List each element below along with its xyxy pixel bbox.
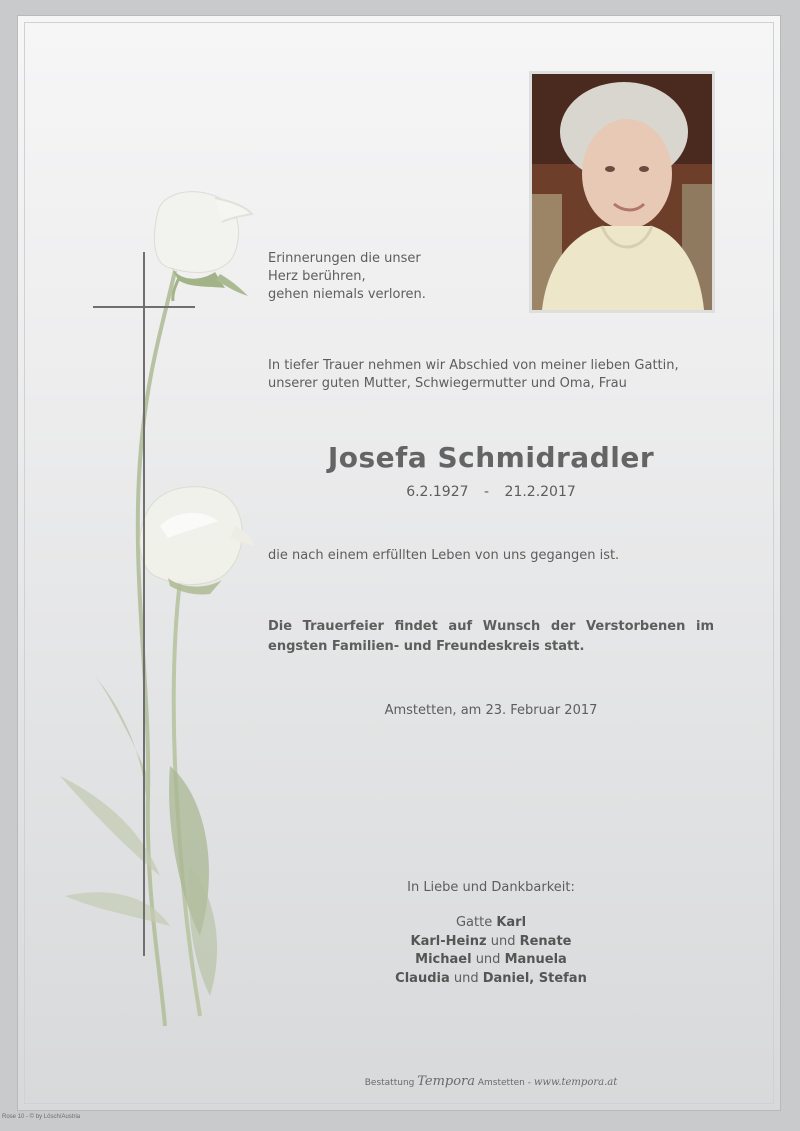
intro-text: In tiefer Trauer nehmen wir Abschied von meiner lieben Gattin, unserer guten Mutter, Schwiegermutter und Oma, Frau [268, 358, 679, 391]
relation-label: Gatte [455, 915, 497, 930]
mourners-list [268, 914, 714, 988]
mourner-name: Daniel, Stefan [482, 970, 587, 986]
footer-location: Amstetten - [475, 1078, 534, 1088]
ceremony-notice: Die Trauerfeier findet auf Wunsch der Verstorbenen im engsten Familien- und Freundeskreis statt. [268, 619, 714, 654]
thanks-heading: In Liebe und Dankbarkeit: [407, 880, 575, 895]
conjunction: und [486, 933, 520, 949]
quote-line-3: gehen niemals verloren. [268, 287, 426, 302]
white-roses-illustration [40, 176, 270, 1026]
quote-line-1: Erinnerungen die unser [268, 251, 421, 266]
mourner-row [268, 914, 714, 933]
funeral-home-url[interactable]: www.tempora.at [533, 1077, 618, 1088]
mourner-name: Manuela [504, 952, 567, 967]
date-separator: - [484, 484, 490, 500]
mourner-name: Michael [415, 952, 472, 967]
birth-date: 6.2.1927 [406, 484, 469, 500]
mourner-name: Renate [519, 933, 572, 949]
cross-vertical-bar [143, 252, 145, 956]
mourner-name: Claudia [395, 970, 450, 986]
funeral-home-footer [268, 1076, 714, 1089]
obituary-sheet [18, 16, 780, 1110]
place-and-date: Amstetten, am 23. Februar 2017 [384, 703, 598, 718]
cross-horizontal-bar [93, 306, 195, 308]
mourner-row [268, 933, 714, 952]
portrait-photo [529, 71, 715, 313]
memorial-quote [268, 250, 468, 304]
passed-away-text: die nach einem erfüllten Leben von uns gegangen ist. [268, 548, 620, 563]
mourner-name: Karl-Heinz [410, 933, 487, 949]
mourner-row [268, 970, 714, 989]
life-dates [268, 483, 714, 501]
conjunction: und [449, 970, 483, 986]
funeral-home-brand: Tempora [417, 1074, 476, 1089]
quote-line-2: Herz berühren, [268, 269, 366, 284]
deceased-name: Josefa Schmidradler [327, 441, 655, 474]
conjunction: und [471, 952, 505, 967]
mourner-row [268, 951, 714, 970]
footer-prefix: Bestattung [364, 1078, 418, 1088]
portrait-illustration [532, 74, 712, 310]
death-date: 21.2.2017 [504, 484, 576, 500]
copyright-note: Rose 10 - © by Lösch/Austria [2, 1114, 81, 1120]
mourner-name: Karl [496, 915, 527, 930]
